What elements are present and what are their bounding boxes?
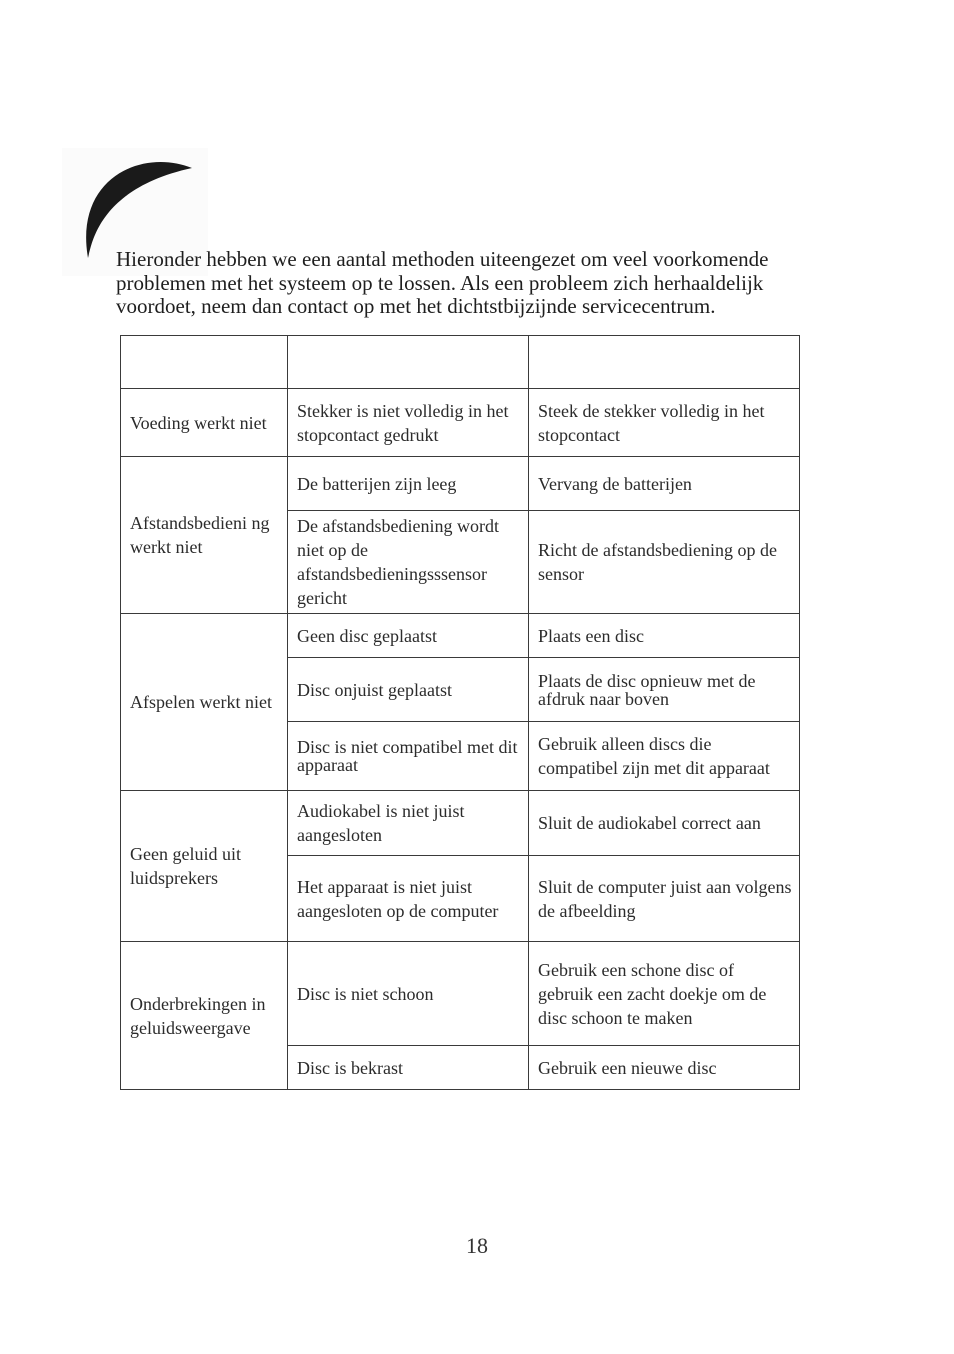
- problem-cell: Geen geluid uit luidsprekers: [121, 791, 288, 942]
- intro-line-2: problemen met het systeem op te lossen. Als een probleem zich herhaaldelijk: [116, 270, 764, 295]
- solution-cell: Plaats de disc opnieuw met de afdruk naar boven: [529, 658, 800, 722]
- problem-cell: Afspelen werkt niet: [121, 614, 288, 791]
- cause-cell: Geen disc geplaatst: [288, 614, 529, 658]
- table-row: [121, 457, 800, 511]
- cause-cell: De batterijen zijn leeg: [288, 457, 529, 511]
- problem-cell: Onderbrekingen in geluidsweergave: [121, 942, 288, 1090]
- solution-cell: Gebruik een schone disc of gebruik een zacht doekje om de disc schoon te maken: [529, 942, 800, 1046]
- cause-cell: Het apparaat is niet juist aangesloten op de computer: [288, 856, 529, 942]
- cause-cell: Audiokabel is niet juist aangesloten: [288, 791, 529, 856]
- solution-cell: Gebruik alleen discs die compatibel zijn met dit apparaat: [529, 722, 800, 791]
- cause-cell: De afstandsbediening wordt niet op de afstandsbedieningsssensor gericht: [288, 511, 529, 614]
- solution-cell: Sluit de computer juist aan volgens de afbeelding: [529, 856, 800, 942]
- cause-cell: Disc onjuist geplaatst: [288, 658, 529, 722]
- cause-cell: Disc is niet compatibel met dit apparaat: [288, 722, 529, 791]
- table-row: [121, 942, 800, 1046]
- solution-cell: Sluit de audiokabel correct aan: [529, 791, 800, 856]
- intro-line-3: voordoet, neem dan contact op met het dichtstbijzijnde servicecentrum.: [116, 294, 716, 318]
- intro-line-1: Hieronder hebben we een aantal methoden uiteengezet om veel voorkomende: [116, 247, 769, 271]
- header-problem: [121, 336, 288, 389]
- header-solution: [529, 336, 800, 389]
- solution-cell: Plaats een disc: [529, 614, 800, 658]
- page-number: 18: [466, 1233, 488, 1258]
- troubleshooting-table: [120, 335, 800, 1090]
- cause-cell: Disc is bekrast: [288, 1046, 529, 1090]
- solution-cell: Gebruik een nieuwe disc: [529, 1046, 800, 1090]
- solution-cell: Steek de stekker volledig in het stopcontact: [529, 389, 800, 457]
- problem-cell: Voeding werkt niet: [121, 389, 288, 457]
- problem-cell: Afstandsbedieni ng werkt niet: [121, 457, 288, 614]
- table-header-row: [121, 336, 800, 389]
- solution-cell: Vervang de batterijen: [529, 457, 800, 511]
- solution-cell: Richt de afstandsbediening op de sensor: [529, 511, 800, 614]
- intro-paragraph: [116, 248, 816, 319]
- table-row: [121, 614, 800, 658]
- cause-cell: Stekker is niet volledig in het stopcontact gedrukt: [288, 389, 529, 457]
- table-row: [121, 791, 800, 856]
- cause-cell: Disc is niet schoon: [288, 942, 529, 1046]
- table-row: [121, 389, 800, 457]
- header-cause: [288, 336, 529, 389]
